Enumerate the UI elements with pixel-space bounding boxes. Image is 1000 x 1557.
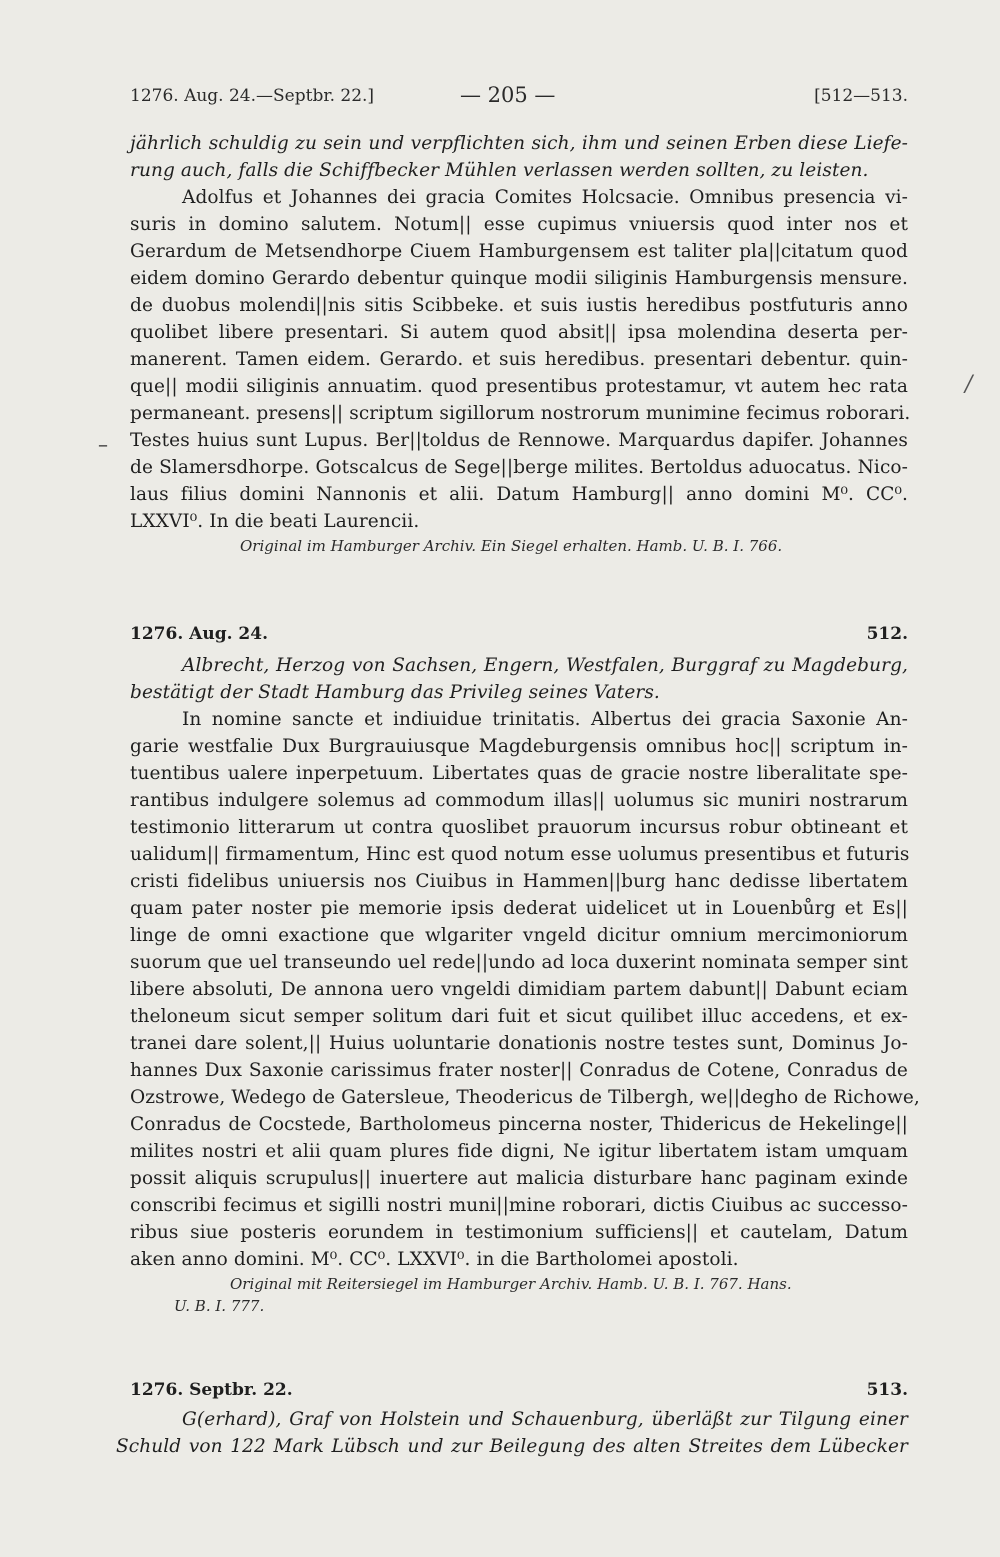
- charter-line: quolibet libere presentari. Si autem quod absit|| ipsa molendina deserta per-: [130, 322, 908, 343]
- source-note: Original mit Reitersiegel im Hamburger Archiv. Hamb. U. B. I. 767. Hans.: [230, 1275, 792, 1293]
- doc513-body: [116, 1406, 908, 1460]
- charter-line: Ozstrowe, Wedego de Gatersleue, Theodericus de Tilbergh, we||degho de Richowe,: [130, 1087, 920, 1108]
- doc513-number: 513.: [866, 1380, 908, 1400]
- charter-line: aken anno domini. M⁰. CC⁰. LXXVI⁰. in die Bartholomei apostoli.: [130, 1249, 739, 1270]
- doc512-date: 1276. Aug. 24.: [130, 624, 269, 644]
- charter-line: manerent. Tamen eidem. Gerardo. et suis heredibus. presentari debentur. quin-: [130, 349, 908, 370]
- doc512-summary-line: bestätigt der Stadt Hamburg das Privileg seines Vaters.: [130, 682, 660, 703]
- charter-line: milites nostri et alii quam plures fide digni, Ne igitur libertatem istam umquam: [130, 1141, 908, 1162]
- charter-line: Conradus de Cocstede, Bartholomeus pincerna noster, Thidericus de Hekelinge||: [130, 1114, 908, 1135]
- charter-line: de duobus molendi||nis sitis Scibbeke. et suis iustis heredibus postfuturis anno: [130, 295, 908, 316]
- charter-line: In nomine sancte et indiuidue trinitatis. Albertus dei gracia Saxonie An-: [182, 709, 908, 730]
- doc512-summary-line: Albrecht, Herzog von Sachsen, Engern, Westfalen, Burggraf zu Magdeburg,: [182, 655, 908, 676]
- margin-dash-mark: –: [98, 432, 108, 456]
- header-date-range: 1276. Aug. 24.—Septbr. 22.]: [130, 86, 375, 106]
- source-note: Original im Hamburger Archiv. Ein Siegel erhalten. Hamb. U. B. I. 766.: [240, 537, 783, 555]
- charter-line: garie westfalie Dux Burgrauiusque Magdeburgensis omnibus hoc|| scriptum in-: [130, 736, 908, 757]
- charter-line: eidem domino Gerardo debentur quinque modii siliginis Hamburgensis mensure.: [130, 268, 908, 289]
- doc512-body: [130, 652, 920, 1317]
- charter-line: quam pater noster pie memorie ipsis dederat uidelicet ut in Louenbůrg et Es||: [130, 898, 908, 919]
- charter-line: possit aliquis scrupulus|| inuertere aut malicia disturbare hanc paginam exinde: [130, 1168, 908, 1189]
- charter-line: Gerardum de Metsendhorpe Ciuem Hamburgensem est taliter pla||citatum quod: [130, 241, 908, 262]
- intro-line: rung auch, falls die Schiffbecker Mühlen verlassen werden sollten, zu leisten.: [130, 160, 869, 181]
- doc512-heading: [130, 624, 908, 652]
- doc512-number: 512.: [866, 624, 908, 644]
- doc513-date: 1276. Septbr. 22.: [130, 1380, 293, 1400]
- top-section: [130, 130, 911, 557]
- charter-line: ualidum|| firmamentum, Hinc est quod notum esse uolumus presentibus et futuris: [130, 844, 910, 865]
- charter-line: suris in domino salutem. Notum|| esse cupimus vniuersis quod inter nos et: [130, 214, 908, 235]
- source-note: U. B. I. 777.: [174, 1297, 265, 1315]
- doc513-heading: [130, 1380, 908, 1408]
- charter-line: LXXVI⁰. In die beati Laurencii.: [130, 511, 420, 532]
- charter-line: libere absoluti, De annona uero vngeldi dimidiam partem dabunt|| Dabunt eciam: [130, 979, 908, 1000]
- charter-line: rantibus indulgere solemus ad commodum illas|| uolumus sic muniri nostrarum: [130, 790, 908, 811]
- charter-line: linge de omni exactione que wlgariter vngeld dicitur omnium mercimoniorum: [130, 925, 908, 946]
- charter-line: testimonio litterarum ut contra quoslibet prauorum incursus robur obtineant et: [130, 817, 908, 838]
- charter-line: theloneum sicut semper solitum dari fuit et sicut quilibet illuc accedens, et ex-: [130, 1006, 908, 1027]
- doc513-summary-line: Schuld von 122 Mark Lübsch und zur Beilegung des alten Streites dem Lübecker: [116, 1436, 908, 1457]
- charter-line: de Slamersdhorpe. Gotscalcus de Sege||berge milites. Bertoldus aduocatus. Nico-: [130, 457, 908, 478]
- charter-line: suorum que uel transeundo uel rede||undo ad loca duxerint nominata semper sint: [130, 952, 908, 973]
- intro-line: jährlich schuldig zu sein und verpflichten sich, ihm und seinen Erben diese Liefe-: [130, 133, 908, 154]
- charter-line: tranei dare solent,|| Huius uoluntarie donationis nostre testes sunt, Dominus Jo-: [130, 1033, 908, 1054]
- doc513-summary-line: G(erhard), Graf von Holstein und Schauenburg, überläßt zur Tilgung einer: [182, 1409, 908, 1430]
- charter-line: conscribi fecimus et sigilli nostri muni||mine roborari, dictis Ciuibus ac successo-: [130, 1195, 908, 1216]
- charter-line: cristi fidelibus uniuersis nos Ciuibus in Hammen||burg hanc dedisse libertatem: [130, 871, 908, 892]
- charter-line: ribus siue posteris eorundem in testimonium sufficiens|| et cautelam, Datum: [130, 1222, 908, 1243]
- margin-slash-mark: /: [965, 372, 973, 397]
- charter-line: tuentibus ualere inperpetuum. Libertates quas de gracie nostre liberalitate spe-: [130, 763, 908, 784]
- header-doc-range: [512—513.: [814, 86, 908, 106]
- charter-line: Adolfus et Johannes dei gracia Comites Holcsacie. Omnibus presencia vi-: [182, 187, 908, 208]
- charter-line: hannes Dux Saxonie carissimus frater noster|| Conradus de Cotene, Conradus de: [130, 1060, 908, 1081]
- charter-line: que|| modii siliginis annuatim. quod presentibus protestamur, vt autem hec rata: [130, 376, 908, 397]
- charter-line: laus filius domini Nannonis et alii. Datum Hamburg|| anno domini M⁰. CC⁰.: [130, 484, 908, 505]
- page-header: [130, 83, 908, 116]
- charter-line: permaneant. presens|| scriptum sigillorum nostrorum munimine fecimus roborari.: [130, 403, 911, 424]
- page-number: — 205 —: [460, 83, 556, 107]
- charter-line: Testes huius sunt Lupus. Ber||toldus de Rennowe. Marquardus dapifer. Johannes: [130, 430, 908, 451]
